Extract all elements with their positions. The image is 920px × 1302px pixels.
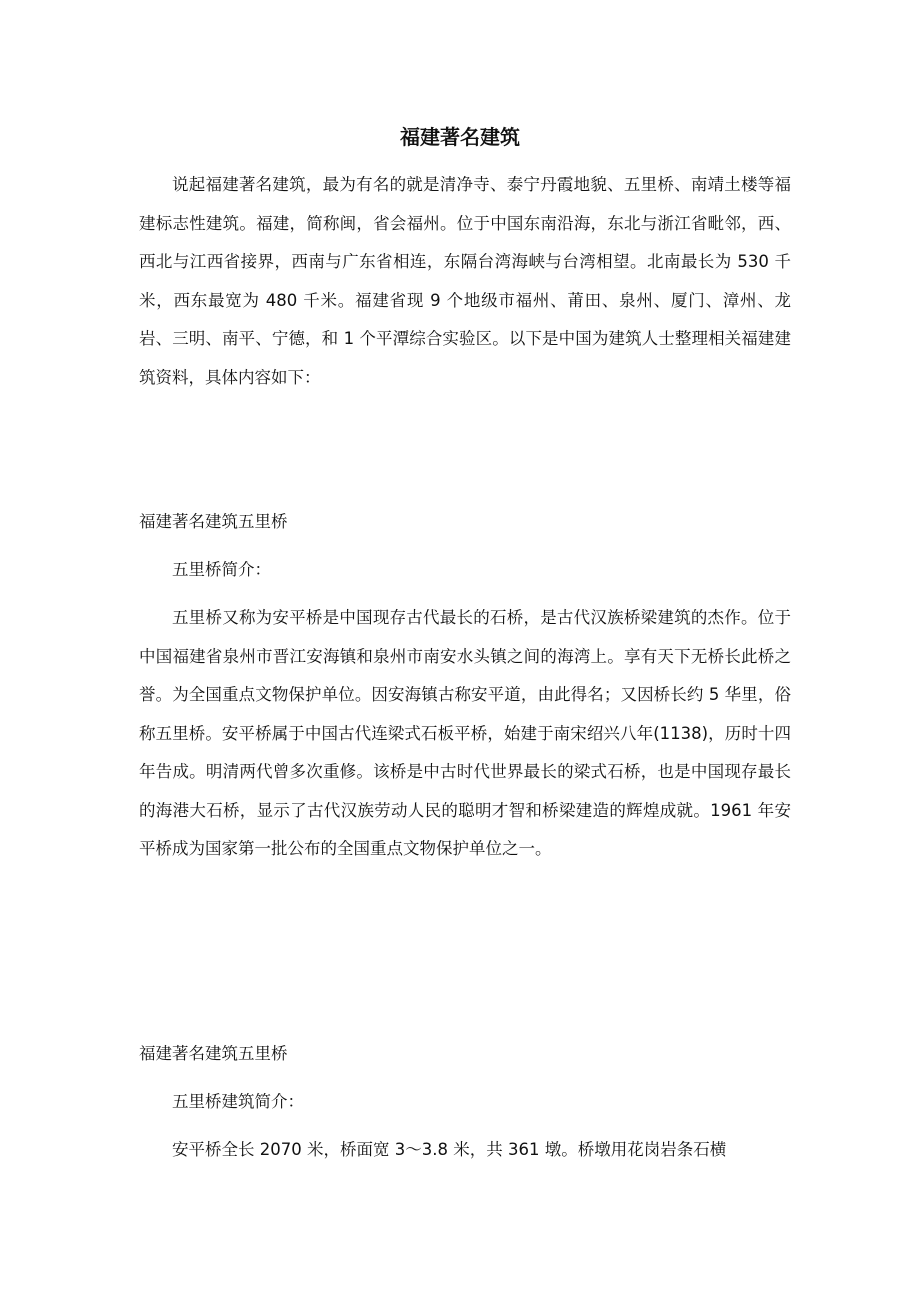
section-heading-wuli-bridge: 福建著名建筑五里桥 [139, 512, 288, 531]
section-subheading-architecture: 五里桥建筑简介： [172, 1092, 304, 1111]
section-heading-wuli-bridge-2: 福建著名建筑五里桥 [139, 1044, 288, 1063]
wuli-bridge-paragraph: 五里桥又称为安平桥是中国现存古代最长的石桥，是古代汉族桥梁建筑的杰作。位于中国福建省泉州市晋江安海镇和泉州市南安水头镇之间的海湾上。享有天下无桥长此桥之誉。为全国重点文物保护单位。因安海镇古称安平道，由此得名；又因桥长约 5 华里，俗称五里桥。安平桥属于中国古代连梁式石板平桥，始建于南宋绍兴八年(1138)，历时十四年告成。明清两代曾多次重修。该桥是中古时代世界最长的梁式石桥，也是中国现存最长的海港大石桥，显示了古代汉族劳动人民的聪明才智和桥梁建造的辉煌成就。1961 年安平桥成为国家第一批公布的全国重点文物保护单位之一。 [139, 608, 791, 858]
document-title: 福建著名建筑 [400, 125, 520, 149]
section-subheading-intro: 五里桥简介： [172, 560, 271, 579]
architecture-paragraph: 安平桥全长 2070 米，桥面宽 3～3.8 米，共 361 墩。桥墩用花岗岩条石横 [172, 1140, 727, 1159]
intro-paragraph: 说起福建著名建筑，最为有名的就是清净寺、泰宁丹霞地貌、五里桥、南靖土楼等福建标志性建筑。福建，简称闽，省会福州。位于中国东南沿海，东北与浙江省毗邻，西、西北与江西省接界，西南与广东省相连，东隔台湾海峡与台湾相望。北南最长为 530 千米，西东最宽为 480 千米。福建省现 9 个地级市福州、莆田、泉州、厦门、漳州、龙岩、三明、南平、宁德，和 1 个平潭综合实验区。以下是中国为建筑人士整理相关福建建筑资料，具体内容如下： [139, 175, 791, 387]
